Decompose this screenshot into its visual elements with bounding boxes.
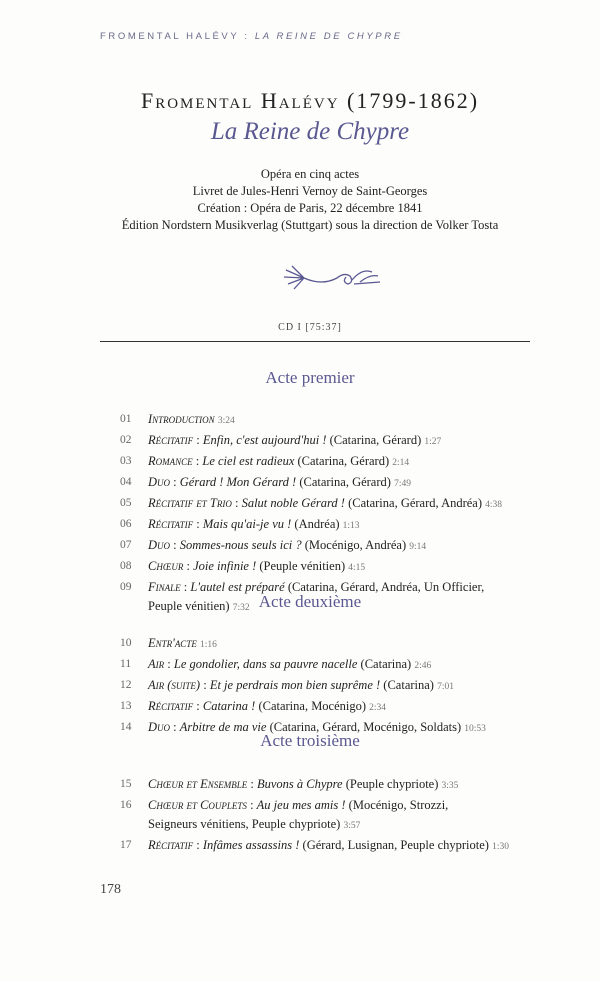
track-type: Chœur et Couplets [148, 798, 247, 812]
act-heading: Acte troisième [260, 731, 360, 750]
track-type: Duo [148, 475, 171, 489]
track-row [120, 410, 540, 431]
track-number: 11 [120, 658, 132, 670]
track-duration: 7:32 [232, 603, 250, 613]
track-title: L'autel est préparé [190, 580, 285, 594]
track-type: Récitatif et Trio [148, 496, 232, 510]
track-type: Romance [148, 454, 193, 468]
track-performers-cont: Seigneurs vénitiens, Peuple chypriote) [148, 817, 341, 831]
page-number: 178 [100, 882, 121, 897]
track-number: 13 [120, 700, 132, 712]
act-heading: Acte premier [265, 368, 355, 387]
track-duration: 3:57 [343, 821, 361, 831]
track-type: Duo [148, 538, 171, 552]
track-number: 09 [120, 581, 132, 593]
info-line: Création : Opéra de Paris, 22 décembre 1841 [197, 201, 423, 215]
track-performers: (Catarina, Gérard, Andréa, Un Officier, [287, 580, 485, 594]
track-number: 12 [120, 679, 132, 691]
track-row: 04 Duo : Gérard ! Mon Gérard ! (Catarina, Gérard) 7:49 [120, 473, 540, 494]
track-number: 05 [120, 497, 132, 509]
track-duration: 7:01 [437, 682, 454, 692]
track-duration: 1:13 [342, 521, 360, 531]
track-title: Gérard ! Mon Gérard ! [179, 475, 297, 489]
track-number: 03 [120, 455, 132, 467]
track-title: Au jeu mes amis ! [256, 798, 346, 812]
track-number: 04 [120, 476, 132, 488]
track-type: Entr'acte [148, 636, 197, 650]
track-type: Récitatif [148, 699, 194, 713]
track-title: Le gondolier, dans sa pauvre nacelle [173, 657, 358, 671]
track-title: Salut noble Gérard ! [241, 496, 345, 510]
track-duration: 1:30 [492, 842, 509, 852]
track-row: 12 Air (suite) : Et je perdrais mon bien suprême ! (Catarina) 7:01 [120, 676, 540, 697]
track-row: 05 Récitatif et Trio : Salut noble Gérard ! (Catarina, Gérard, Andréa) 4:38 [120, 494, 540, 515]
track-performers: (Catarina, Gérard) [297, 454, 390, 468]
info-line: Livret de Jules-Henri Vernoy de Saint-Georges [192, 184, 428, 198]
track-title: Le ciel est radieux [202, 454, 295, 468]
track-number: 15 [120, 778, 132, 790]
track-duration: 1:16 [199, 640, 217, 650]
track-duration: 9:14 [409, 542, 427, 552]
info-line: Opéra en cinq actes [260, 167, 360, 181]
track-title: Arbitre de ma vie [179, 720, 267, 734]
track-row: 09 Finale : L'autel est préparé (Catarina, Gérard, Andréa, Un Officier, Peuple vénitien) 7:32 [120, 578, 540, 618]
track-row: 07 Duo : Sommes-nous seuls ici ? (Mocénigo, Andréa) 9:14 [120, 536, 540, 557]
track-type: Finale [148, 580, 181, 594]
track-number: 17 [120, 839, 132, 851]
opera-title: La Reine de Chypre [210, 118, 410, 145]
track-title: Infâmes assassins ! [202, 838, 300, 852]
running-head-work: LA REINE DE CHYPRE [254, 31, 403, 42]
divider [100, 341, 530, 342]
running-head-composer: FROMENTAL HALÉVY : [100, 31, 250, 42]
track-row: 03 Romance : Le ciel est radieux (Catarina, Gérard) 2:14 [120, 452, 540, 473]
track-duration: 4:38 [485, 500, 503, 510]
track-list [120, 634, 540, 739]
track-number: 02 [120, 434, 132, 446]
track-list [120, 410, 540, 618]
track-row: 11 Air : Le gondolier, dans sa pauvre nacelle (Catarina) 2:46 [120, 655, 540, 676]
track-performers: (Gérard, Lusignan, Peuple chypriote) [302, 838, 489, 852]
track-type: Chœur et Ensemble [148, 777, 248, 791]
track-duration: 1:27 [424, 437, 442, 447]
running-head [100, 31, 403, 42]
track-type: Chœur [148, 559, 184, 573]
track-number: 16 [120, 799, 132, 811]
track-performers: (Mocénigo, Andréa) [304, 538, 407, 552]
track-row: 14 Duo : Arbitre de ma vie (Catarina, Gérard, Mocénigo, Soldats) 10:53 [120, 718, 540, 739]
track-row: 15 Chœur et Ensemble : Buvons à Chypre (Peuple chypriote) 3:35 [120, 775, 540, 796]
track-performers: (Catarina, Gérard) [329, 433, 422, 447]
track-performers: (Catarina) [360, 657, 412, 671]
track-performers: (Catarina) [383, 678, 434, 692]
track-number: 06 [120, 518, 132, 530]
track-performers: (Catarina, Gérard, Mocénigo, Soldats) [269, 720, 462, 734]
opera-info [0, 166, 600, 234]
track-performers: (Mocénigo, Strozzi, [348, 798, 449, 812]
track-title: Joie infinie ! [193, 559, 257, 573]
track-duration: 3:24 [217, 416, 235, 426]
track-performers: (Peuple chypriote) [345, 777, 439, 791]
track-row: 06 Récitatif : Mais qu'ai-je vu ! (Andréa) 1:13 [120, 515, 540, 536]
track-duration: 4:15 [348, 563, 366, 573]
track-list [120, 775, 540, 857]
track-row [120, 634, 540, 655]
composer-heading: Fromental Halévy (1799-1862) [140, 88, 480, 113]
track-performers: (Catarina, Gérard, Andréa) [348, 496, 483, 510]
track-row: 13 Récitatif : Catarina ! (Catarina, Mocénigo) 2:34 [120, 697, 540, 718]
track-number: 10 [120, 637, 132, 649]
track-number: 01 [120, 413, 132, 425]
track-type: Air [148, 657, 165, 671]
track-title: Catarina ! [202, 699, 256, 713]
track-duration: 7:49 [394, 479, 411, 489]
track-duration: 2:34 [369, 703, 387, 713]
track-duration: 10:53 [464, 724, 486, 734]
track-duration: 2:46 [414, 661, 432, 671]
track-title: Sommes-nous seuls ici ? [179, 538, 302, 552]
track-duration: 3:35 [441, 781, 459, 791]
track-type: Introduction [148, 412, 215, 426]
track-title: Buvons à Chypre [256, 777, 343, 791]
track-duration: 2:14 [392, 458, 410, 468]
track-row: 02 Récitatif : Enfin, c'est aujourd'hui ! (Catarina, Gérard) 1:27 [120, 431, 540, 452]
info-line: Édition Nordstern Musikverlag (Stuttgart) sous la direction de Volker Tosta [121, 218, 499, 232]
track-row: 17 Récitatif : Infâmes assassins ! (Gérard, Lusignan, Peuple chypriote) 1:30 [120, 836, 540, 857]
track-title: Mais qu'ai-je vu ! [202, 517, 292, 531]
track-performers: (Peuple vénitien) [259, 559, 346, 573]
track-performers: (Catarina, Mocénigo) [258, 699, 367, 713]
track-number: 07 [120, 539, 132, 551]
track-performers: (Andréa) [294, 517, 340, 531]
track-type: Récitatif [148, 517, 194, 531]
track-title: Enfin, c'est aujourd'hui ! [202, 433, 327, 447]
track-type: Récitatif [148, 433, 194, 447]
track-row: 08 Chœur : Joie infinie ! (Peuple vénitien) 4:15 [120, 557, 540, 578]
track-type: Récitatif [148, 838, 194, 852]
track-number: 08 [120, 560, 132, 572]
ornament-icon [282, 262, 382, 292]
act-heading: Acte deuxième [258, 592, 362, 611]
track-performers: (Catarina, Gérard) [299, 475, 391, 489]
track-performers-cont: Peuple vénitien) [148, 599, 230, 613]
cd-label: CD I [75:37] [278, 322, 342, 333]
track-row: 16 Chœur et Couplets : Au jeu mes amis ! (Mocénigo, Strozzi, Seigneurs vénitiens, Peuple chypriote) 3:57 [120, 796, 540, 836]
track-number: 14 [120, 721, 132, 733]
track-type: Duo [148, 720, 171, 734]
track-title: Et je perdrais mon bien suprême ! [209, 678, 381, 692]
track-type: Air (suite) [148, 678, 201, 692]
